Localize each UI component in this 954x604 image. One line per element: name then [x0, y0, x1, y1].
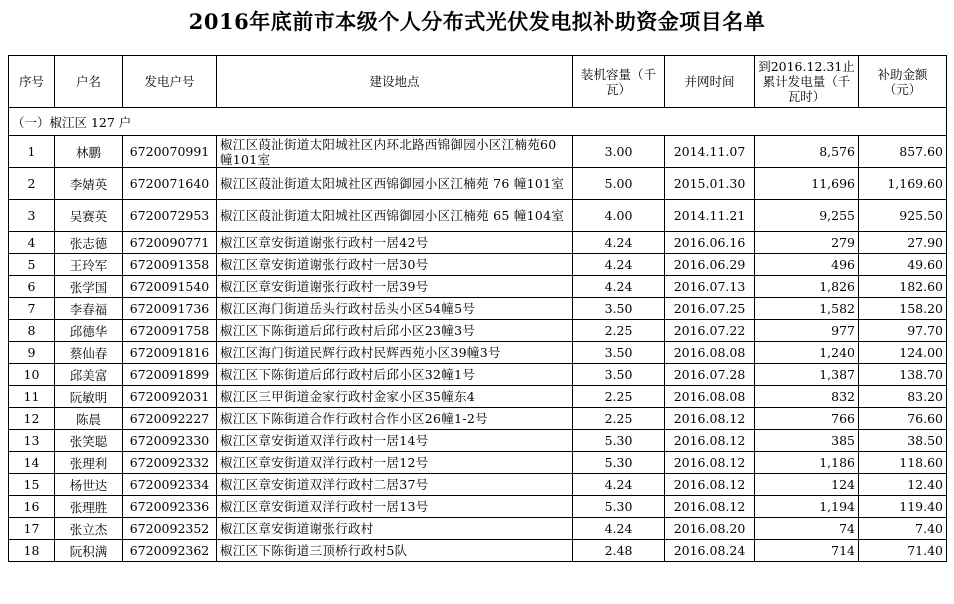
- table-row: [9, 408, 947, 430]
- cell-name: 张理利: [55, 452, 123, 474]
- table-row: [9, 200, 947, 232]
- cell-grid-time: 2016.08.12: [665, 408, 755, 430]
- cell-subsidy: 76.60: [859, 408, 947, 430]
- cell-name: 陈晨: [55, 408, 123, 430]
- cell-capacity: 3.50: [573, 298, 665, 320]
- cell-seq: 6: [9, 276, 55, 298]
- cell-location: 椒江区下陈街道三顶桥行政村5队: [217, 540, 573, 562]
- cell-capacity: 2.25: [573, 408, 665, 430]
- cell-name: 张理胜: [55, 496, 123, 518]
- cell-capacity: 2.48: [573, 540, 665, 562]
- cell-seq: 17: [9, 518, 55, 540]
- table-row: [9, 540, 947, 562]
- cell-subsidy: 97.70: [859, 320, 947, 342]
- cell-location: 椒江区下陈街道后邱行政村后邱小区23幢3号: [217, 320, 573, 342]
- cell-generation: 1,240: [755, 342, 859, 364]
- header-grid-time: 并网时间: [665, 56, 755, 108]
- cell-grid-time: 2015.01.30: [665, 168, 755, 200]
- cell-seq: 3: [9, 200, 55, 232]
- cell-seq: 15: [9, 474, 55, 496]
- cell-subsidy: 38.50: [859, 430, 947, 452]
- cell-location: 椒江区章安街道谢张行政村一居30号: [217, 254, 573, 276]
- cell-grid-time: 2016.08.12: [665, 452, 755, 474]
- cell-name: 邱美富: [55, 364, 123, 386]
- cell-grid-time: 2016.08.24: [665, 540, 755, 562]
- cell-account: 6720091358: [123, 254, 217, 276]
- cell-seq: 16: [9, 496, 55, 518]
- cell-seq: 12: [9, 408, 55, 430]
- cell-generation: 766: [755, 408, 859, 430]
- cell-grid-time: 2016.07.25: [665, 298, 755, 320]
- cell-grid-time: 2016.08.20: [665, 518, 755, 540]
- cell-account: 6720092031: [123, 386, 217, 408]
- cell-seq: 18: [9, 540, 55, 562]
- header-seq: 序号: [9, 56, 55, 108]
- cell-grid-time: 2014.11.07: [665, 136, 755, 168]
- table-body: [9, 108, 947, 562]
- cell-capacity: 4.24: [573, 276, 665, 298]
- table-row: [9, 168, 947, 200]
- cell-seq: 4: [9, 232, 55, 254]
- header-subsidy: 补助金额（元）: [859, 56, 947, 108]
- cell-location: 椒江区下陈街道合作行政村合作小区26幢1-2号: [217, 408, 573, 430]
- cell-subsidy: 12.40: [859, 474, 947, 496]
- cell-seq: 10: [9, 364, 55, 386]
- cell-subsidy: 1,169.60: [859, 168, 947, 200]
- cell-name: 杨世达: [55, 474, 123, 496]
- cell-grid-time: 2016.08.12: [665, 430, 755, 452]
- table-row: [9, 342, 947, 364]
- cell-account: 6720070991: [123, 136, 217, 168]
- cell-grid-time: 2016.08.08: [665, 342, 755, 364]
- cell-account: 6720090771: [123, 232, 217, 254]
- header-location: 建设地点: [217, 56, 573, 108]
- cell-name: 张志德: [55, 232, 123, 254]
- cell-capacity: 3.50: [573, 342, 665, 364]
- cell-location: 椒江区章安街道双洋行政村二居37号: [217, 474, 573, 496]
- cell-account: 6720092227: [123, 408, 217, 430]
- cell-generation: 1,826: [755, 276, 859, 298]
- cell-grid-time: 2016.07.13: [665, 276, 755, 298]
- cell-account: 6720071640: [123, 168, 217, 200]
- table-row: [9, 136, 947, 168]
- cell-grid-time: 2016.08.12: [665, 474, 755, 496]
- cell-grid-time: 2016.07.28: [665, 364, 755, 386]
- table-row: [9, 386, 947, 408]
- cell-account: 6720092362: [123, 540, 217, 562]
- table-header: [9, 56, 947, 108]
- cell-seq: 11: [9, 386, 55, 408]
- cell-location: 椒江区葭沚街道太阳城社区西锦御园小区江楠苑 65 幢104室: [217, 200, 573, 232]
- cell-seq: 8: [9, 320, 55, 342]
- cell-location: 椒江区海门街道民辉行政村民辉西苑小区39幢3号: [217, 342, 573, 364]
- cell-account: 6720092336: [123, 496, 217, 518]
- cell-location: 椒江区章安街道谢张行政村一居39号: [217, 276, 573, 298]
- cell-name: 李婧英: [55, 168, 123, 200]
- cell-subsidy: 857.60: [859, 136, 947, 168]
- cell-subsidy: 158.20: [859, 298, 947, 320]
- cell-account: 6720092334: [123, 474, 217, 496]
- cell-generation: 8,576: [755, 136, 859, 168]
- cell-generation: 74: [755, 518, 859, 540]
- cell-capacity: 4.24: [573, 518, 665, 540]
- header-generation: 到2016.12.31止累计发电量（千瓦时）: [755, 56, 859, 108]
- document-title: 2016年底前市本级个人分布式光伏发电拟补助资金项目名单: [188, 9, 766, 34]
- cell-name: 阮积满: [55, 540, 123, 562]
- cell-grid-time: 2016.06.29: [665, 254, 755, 276]
- cell-seq: 1: [9, 136, 55, 168]
- cell-subsidy: 27.90: [859, 232, 947, 254]
- cell-grid-time: 2014.11.21: [665, 200, 755, 232]
- cell-account: 6720091758: [123, 320, 217, 342]
- cell-subsidy: 49.60: [859, 254, 947, 276]
- cell-location: 椒江区章安街道谢张行政村一居42号: [217, 232, 573, 254]
- cell-name: 吴赛英: [55, 200, 123, 232]
- cell-generation: 1,186: [755, 452, 859, 474]
- cell-name: 王玲军: [55, 254, 123, 276]
- cell-location: 椒江区章安街道双洋行政村一居12号: [217, 452, 573, 474]
- cell-capacity: 4.24: [573, 474, 665, 496]
- cell-generation: 496: [755, 254, 859, 276]
- subsidy-table: [8, 55, 947, 562]
- cell-grid-time: 2016.06.16: [665, 232, 755, 254]
- cell-generation: 124: [755, 474, 859, 496]
- cell-subsidy: 83.20: [859, 386, 947, 408]
- table-row: [9, 518, 947, 540]
- table-row: [9, 364, 947, 386]
- table-row: [9, 320, 947, 342]
- table-row: [9, 452, 947, 474]
- cell-capacity: 2.25: [573, 320, 665, 342]
- cell-subsidy: 182.60: [859, 276, 947, 298]
- cell-location: 椒江区海门街道岳头行政村岳头小区54幢5号: [217, 298, 573, 320]
- cell-name: 张笑聪: [55, 430, 123, 452]
- cell-account: 6720091736: [123, 298, 217, 320]
- cell-generation: 11,696: [755, 168, 859, 200]
- cell-generation: 832: [755, 386, 859, 408]
- cell-subsidy: 7.40: [859, 518, 947, 540]
- cell-subsidy: 925.50: [859, 200, 947, 232]
- cell-location: 椒江区下陈街道后邱行政村后邱小区32幢1号: [217, 364, 573, 386]
- cell-generation: 279: [755, 232, 859, 254]
- table-row: [9, 474, 947, 496]
- cell-account: 6720092330: [123, 430, 217, 452]
- cell-subsidy: 119.40: [859, 496, 947, 518]
- cell-capacity: 5.30: [573, 430, 665, 452]
- cell-account: 6720091899: [123, 364, 217, 386]
- cell-name: 阮敏明: [55, 386, 123, 408]
- cell-grid-time: 2016.08.12: [665, 496, 755, 518]
- cell-location: 椒江区章安街道双洋行政村一居13号: [217, 496, 573, 518]
- cell-subsidy: 118.60: [859, 452, 947, 474]
- cell-capacity: 5.00: [573, 168, 665, 200]
- cell-account: 6720092332: [123, 452, 217, 474]
- cell-generation: 1,582: [755, 298, 859, 320]
- table-row: [9, 298, 947, 320]
- cell-name: 林鹏: [55, 136, 123, 168]
- cell-capacity: 5.30: [573, 452, 665, 474]
- cell-capacity: 3.50: [573, 364, 665, 386]
- cell-subsidy: 138.70: [859, 364, 947, 386]
- cell-location: 椒江区三甲街道金家行政村金家小区35幢东4: [217, 386, 573, 408]
- table-row: [9, 232, 947, 254]
- cell-capacity: 3.00: [573, 136, 665, 168]
- cell-grid-time: 2016.08.08: [665, 386, 755, 408]
- cell-account: 6720091816: [123, 342, 217, 364]
- cell-subsidy: 124.00: [859, 342, 947, 364]
- cell-seq: 5: [9, 254, 55, 276]
- cell-seq: 13: [9, 430, 55, 452]
- header-capacity: 装机容量（千瓦）: [573, 56, 665, 108]
- header-name: 户名: [55, 56, 123, 108]
- cell-grid-time: 2016.07.22: [665, 320, 755, 342]
- cell-name: 李春福: [55, 298, 123, 320]
- cell-generation: 1,387: [755, 364, 859, 386]
- cell-location: 椒江区葭沚街道太阳城社区内环北路西锦御园小区江楠苑60幢101室: [217, 136, 573, 168]
- cell-name: 张立杰: [55, 518, 123, 540]
- cell-generation: 977: [755, 320, 859, 342]
- header-account: 发电户号: [123, 56, 217, 108]
- cell-capacity: 5.30: [573, 496, 665, 518]
- cell-account: 6720091540: [123, 276, 217, 298]
- cell-generation: 714: [755, 540, 859, 562]
- cell-capacity: 4.00: [573, 200, 665, 232]
- cell-seq: 2: [9, 168, 55, 200]
- cell-seq: 9: [9, 342, 55, 364]
- table-row: [9, 276, 947, 298]
- table-row: [9, 430, 947, 452]
- cell-name: 张学国: [55, 276, 123, 298]
- section-row: [9, 108, 947, 136]
- cell-name: 邱德华: [55, 320, 123, 342]
- cell-account: 6720092352: [123, 518, 217, 540]
- cell-subsidy: 71.40: [859, 540, 947, 562]
- cell-seq: 7: [9, 298, 55, 320]
- cell-capacity: 4.24: [573, 254, 665, 276]
- cell-seq: 14: [9, 452, 55, 474]
- section-label: （一）椒江区 127 户: [9, 108, 947, 136]
- cell-capacity: 4.24: [573, 232, 665, 254]
- cell-generation: 385: [755, 430, 859, 452]
- cell-location: 椒江区葭沚街道太阳城社区西锦御园小区江楠苑 76 幢101室: [217, 168, 573, 200]
- cell-location: 椒江区章安街道双洋行政村一居14号: [217, 430, 573, 452]
- cell-location: 椒江区章安街道谢张行政村: [217, 518, 573, 540]
- cell-name: 蔡仙春: [55, 342, 123, 364]
- table-row: [9, 254, 947, 276]
- cell-generation: 9,255: [755, 200, 859, 232]
- cell-account: 6720072953: [123, 200, 217, 232]
- table-row: [9, 496, 947, 518]
- cell-generation: 1,194: [755, 496, 859, 518]
- cell-capacity: 2.25: [573, 386, 665, 408]
